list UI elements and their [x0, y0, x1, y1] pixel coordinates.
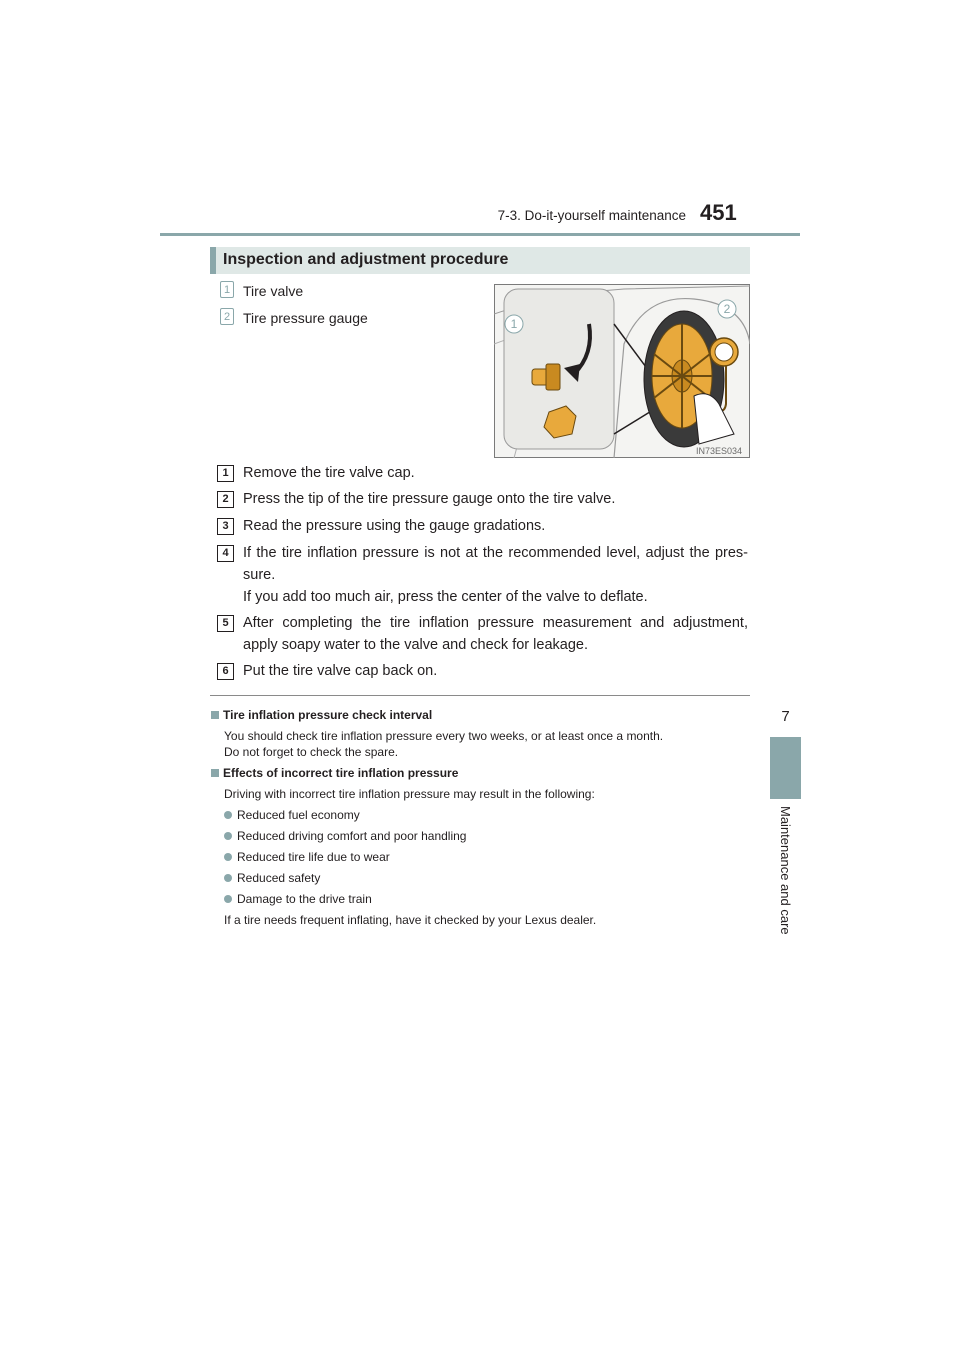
effect-item [224, 849, 390, 865]
effect-item-text: Reduced fuel economy [237, 808, 360, 822]
round-bullet-icon [224, 874, 232, 882]
callout-badge-1: 1 [220, 281, 234, 298]
tire-pressure-illustration [494, 284, 750, 458]
step-text-1: Remove the tire valve cap. [243, 465, 415, 481]
page-number: 451 [700, 200, 737, 225]
info-heading-interval [211, 708, 432, 722]
effect-item [224, 870, 320, 886]
step-text-4-note: If you add too much air, press the center of the valve to deflate. [243, 589, 648, 605]
info-heading-interval-text: Tire inflation pressure check interval [223, 708, 433, 722]
info-effects-intro: Driving with incorrect tire inflation pressure may result in the following: [224, 787, 595, 801]
round-bullet-icon [224, 853, 232, 861]
step-number-3: 3 [217, 518, 234, 535]
step-number-4: 4 [217, 545, 234, 562]
section-heading-accent [210, 247, 216, 274]
illustration-callout-2: 2 [723, 302, 731, 316]
round-bullet-icon [224, 811, 232, 819]
chapter-tab-marker [770, 737, 801, 799]
effect-item-text: Reduced driving comfort and poor handling [237, 829, 467, 843]
step-text-4: If the tire inflation pressure is not at the recommended level, adjust the pres-sure. [243, 545, 748, 583]
callout-label-tire-valve: Tire valve [243, 283, 304, 299]
effect-item [224, 891, 372, 907]
info-heading-effects [211, 766, 458, 780]
info-heading-effects-text: Effects of incorrect tire inflation pressure [223, 766, 459, 780]
step-text-3: Read the pressure using the gauge gradations. [243, 518, 546, 534]
step-text-2: Press the tip of the tire pressure gauge onto the tire valve. [243, 491, 616, 507]
info-footer-note: If a tire needs frequent inflating, have it checked by your Lexus dealer. [224, 913, 597, 927]
round-bullet-icon [224, 895, 232, 903]
callout-label-pressure-gauge: Tire pressure gauge [243, 310, 368, 326]
chapter-title: Maintenance and care [778, 806, 793, 935]
section-heading: Inspection and adjustment procedure [223, 251, 509, 268]
step-number-5: 5 [217, 615, 234, 632]
callout-badge-2: 2 [220, 308, 234, 325]
step-number-2: 2 [217, 491, 234, 508]
section-divider [210, 695, 750, 696]
info-interval-line-2: Do not forget to check the spare. [224, 745, 399, 759]
round-bullet-icon [224, 832, 232, 840]
step-text-5: After completing the tire inflation pressure measurement and adjustment, apply soapy water to the valve and check for leakage. [243, 615, 748, 653]
step-text-6: Put the tire valve cap back on. [243, 663, 438, 679]
effect-item [224, 807, 360, 823]
header-rule [160, 233, 800, 236]
step-number-1: 1 [217, 465, 234, 482]
header-section-title: 7-3. Do-it-yourself maintenance [497, 208, 686, 223]
square-bullet-icon [211, 711, 219, 719]
effect-item-text: Reduced safety [237, 871, 321, 885]
effect-item [224, 828, 466, 844]
step-number-6: 6 [217, 663, 234, 680]
illustration-code: IN73ES034 [695, 446, 742, 456]
effect-item-text: Damage to the drive train [237, 892, 372, 906]
info-interval-line-1: You should check tire inflation pressure every two weeks, or at least once a month. [224, 729, 664, 743]
effect-item-text: Reduced tire life due to wear [237, 850, 390, 864]
square-bullet-icon [211, 769, 219, 777]
chapter-number: 7 [781, 708, 790, 725]
illustration-callout-1: 1 [510, 317, 518, 331]
